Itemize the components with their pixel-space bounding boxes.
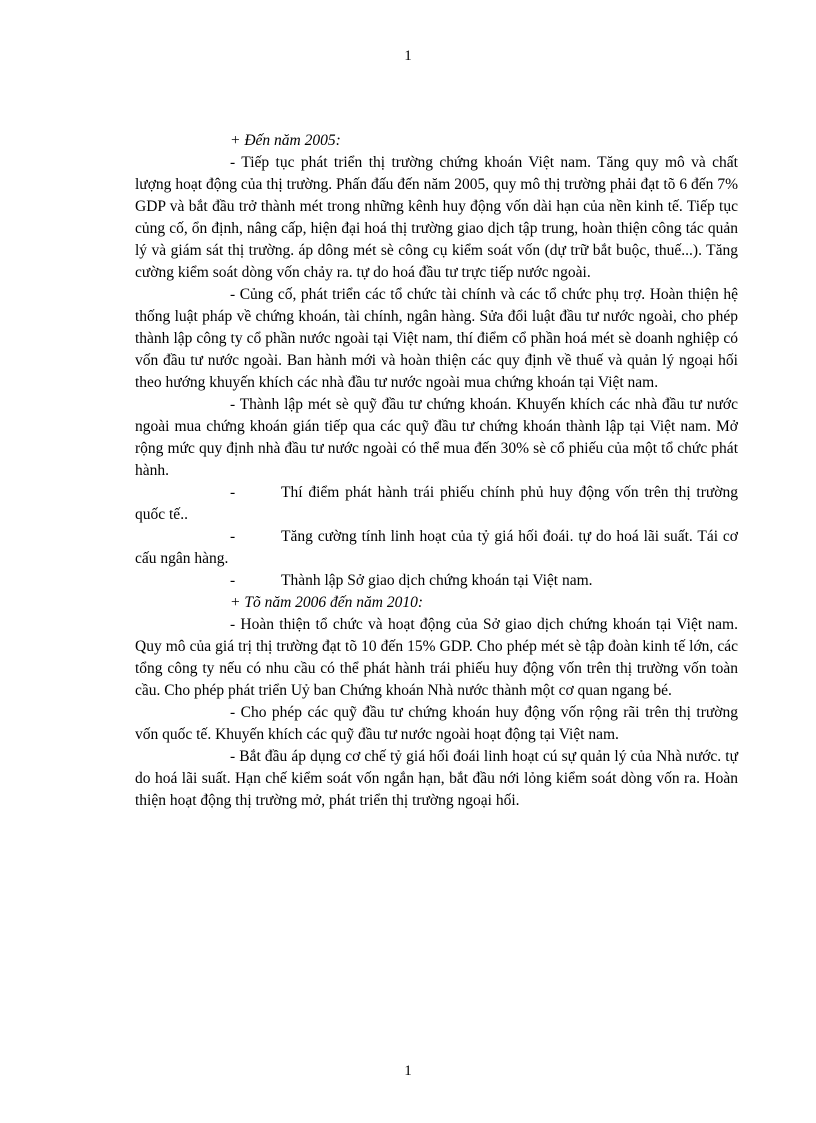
document-body — [135, 130, 738, 812]
dash-list-item — [135, 482, 738, 526]
dash-marker: - — [230, 528, 236, 545]
paragraph: - Củng cố, phát triển các tổ chức tài chính và các tổ chức phụ trợ. Hoàn thiện hệ thống luật pháp về chứng khoán, tài chính, ngân hàng. Sửa đổi luật đầu tư nước ngoài, cho phép thành lập công ty cổ phần nước ngoài tại Việt nam, thí điểm cổ phần hoá mét sè doanh nghiệp có vốn đầu tư nước ngoài. Ban hành mới và hoàn thiện các quy định về thuế và quản lý ngoại hối theo hướng khuyến khích các nhà đầu tư nước ngoài mua chứng khoán tại Việt nam. — [135, 286, 738, 391]
section-heading-2006-2010: + Tõ năm 2006 đến năm 2010: — [230, 594, 424, 611]
dash-marker: - — [230, 484, 236, 501]
dash-list-item-text: Tăng cường tính linh hoạt của tỷ giá hối đoái. tự do hoá lãi suất. Tái cơ cấu ngân hàng. — [135, 528, 738, 567]
page-number-top: 1 — [404, 48, 412, 64]
dash-list-item-text: Thành lập Sở giao dịch chứng khoán tại Việt nam. — [281, 572, 593, 589]
paragraph: - Hoàn thiện tổ chức và hoạt động của Sở giao dịch chứng khoán tại Việt nam. Quy mô của giá trị thị trường đạt tõ 10 đến 15% GDP. Cho phép mét sè tập đoàn kinh tế lớn, các tổng công ty nếu có nhu cầu có thể phát hành trái phiếu huy động vốn trên thị trường vốn toàn cầu. Cho phép phát triển Uỷ ban Chứng khoán Nhà nước thành một cơ quan ngang bé. — [135, 616, 738, 699]
dash-list-item — [135, 526, 738, 570]
paragraph: - Cho phép các quỹ đầu tư chứng khoán huy động vốn rộng rãi trên thị trường vốn quốc tế. Khuyến khích các quỹ đầu tư nước ngoài hoạt động tại Việt nam. — [135, 704, 738, 743]
section-heading-2005: + Đến năm 2005: — [230, 132, 341, 149]
dash-marker: - — [230, 572, 236, 589]
paragraph: - Thành lập mét sè quỹ đầu tư chứng khoán. Khuyến khích các nhà đầu tư nước ngoài mua chứng khoán gián tiếp qua các quỹ đầu tư chứng khoán thành lập tại Việt nam. Mở rộng mức quy định nhà đầu tư nước ngoài có thể mua đến 30% sè cổ phiếu của một tổ chức phát hành. — [135, 396, 738, 479]
dash-list-item — [135, 570, 738, 592]
page-number-bottom: 1 — [404, 1063, 412, 1079]
paragraph: - Bắt đầu áp dụng cơ chế tỷ giá hối đoái linh hoạt cú sự quản lý của Nhà nước. tự do hoá lãi suất. Hạn chế kiểm soát vốn ngắn hạn, bắt đầu nới lỏng kiểm soát dòng vốn ra. Hoàn thiện hoạt động thị trường mở, phát triển thị trường ngoại hối. — [135, 748, 738, 809]
dash-list-item-text: Thí điểm phát hành trái phiếu chính phủ huy động vốn trên thị trường quốc tế.. — [135, 484, 738, 523]
paragraph: - Tiếp tục phát triển thị trường chứng khoán Việt nam. Tăng quy mô và chất lượng hoạt động của thị trường. Phấn đấu đến năm 2005, quy mô thị trường phải đạt tõ 6 đến 7% GDP và bắt đầu trở thành mét trong những kênh huy động vốn dài hạn của nền kinh tế. Tiếp tục củng cố, ổn định, nâng cấp, hiện đại hoá thị trường giao dịch tập trung, hoàn thiện công tác quản lý và giám sát thị trường. áp dông mét sè công cụ kiểm soát vốn (dự trữ bắt buộc, thuế...). Tăng cường kiểm soát dòng vốn chảy ra. tự do hoá đầu tư trực tiếp nước ngoài. — [135, 154, 738, 281]
